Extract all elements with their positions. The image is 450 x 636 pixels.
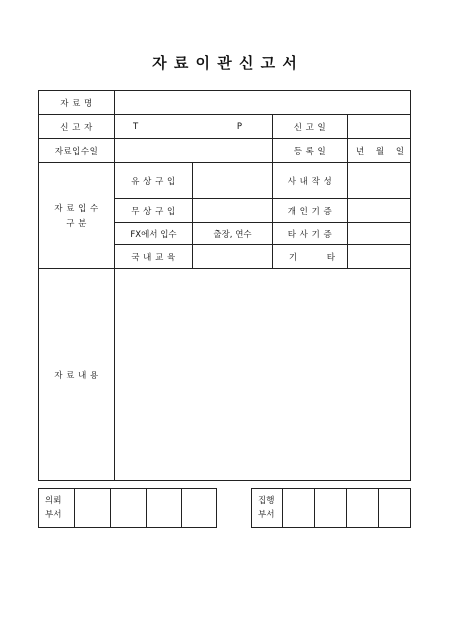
option-etc [273, 245, 348, 269]
material-name-field[interactable] [115, 91, 411, 115]
executing-dept-line1: 집행 [258, 496, 275, 506]
report-date-field[interactable] [348, 115, 411, 139]
option-etc-label-2: 타 [326, 252, 335, 263]
option-domestic-education-check[interactable] [193, 245, 273, 269]
executing-sign-box[interactable] [283, 489, 315, 528]
requesting-sign-box[interactable] [182, 489, 217, 528]
requesting-dept-line1: 의뢰 [45, 496, 62, 506]
acquisition-category-line1: 자 료 입 수 [54, 204, 99, 214]
option-free-purchase: 무 상 구 입 [115, 199, 193, 223]
option-etc-label-1: 기 [289, 252, 298, 263]
option-internal-creation: 사 내 작 성 [273, 163, 348, 199]
registration-date-field[interactable] [348, 139, 411, 163]
option-business-trip[interactable]: 출장, 연수 [193, 223, 273, 245]
requesting-dept-approval-table [38, 488, 217, 528]
option-paid-purchase-check[interactable] [193, 163, 273, 199]
option-free-purchase-check[interactable] [193, 199, 273, 223]
option-other-company-donation-check[interactable] [348, 223, 411, 245]
requesting-dept-line2: 부서 [45, 510, 62, 520]
requesting-sign-box[interactable] [75, 489, 111, 528]
report-date-label: 신 고 일 [273, 115, 348, 139]
acquisition-category-line2: 구 분 [66, 219, 87, 229]
date-day-label: 일 [395, 146, 405, 157]
main-form-table [38, 90, 411, 481]
option-fx-acquisition: FX에서 입수 [115, 223, 193, 245]
requesting-sign-box[interactable] [111, 489, 147, 528]
executing-sign-box[interactable] [315, 489, 347, 528]
option-other-company-donation: 타 사 기 증 [273, 223, 348, 245]
option-domestic-education: 국 내 교 육 [115, 245, 193, 269]
date-year-label: 년 [356, 146, 365, 157]
acquisition-date-label: 자료입수일 [39, 139, 115, 163]
executing-dept-label [252, 489, 283, 528]
material-name-label: 자 료 명 [39, 91, 115, 115]
acquisition-date-field[interactable] [115, 139, 273, 163]
option-paid-purchase: 유 상 구 입 [115, 163, 193, 199]
registration-date-label: 등 록 일 [273, 139, 348, 163]
acquisition-category-label [39, 163, 115, 269]
content-label: 자 료 내 용 [39, 269, 115, 481]
executing-dept-approval-table [251, 488, 411, 528]
executing-sign-box[interactable] [347, 489, 379, 528]
form-title: 자 료 이 관 신 고 서 [152, 54, 298, 72]
reporter-field[interactable] [115, 115, 273, 139]
date-month-label: 월 [375, 146, 385, 157]
option-personal-donation: 개 인 기 증 [273, 199, 348, 223]
executing-dept-line2: 부서 [258, 510, 275, 520]
reporter-p-label: P [236, 121, 242, 132]
option-internal-creation-check[interactable] [348, 163, 411, 199]
content-field[interactable] [115, 269, 411, 481]
requesting-dept-label [39, 489, 75, 528]
executing-sign-box[interactable] [379, 489, 411, 528]
requesting-sign-box[interactable] [147, 489, 182, 528]
reporter-label: 신 고 자 [39, 115, 115, 139]
option-personal-donation-check[interactable] [348, 199, 411, 223]
option-etc-check[interactable] [348, 245, 411, 269]
reporter-t-label: T [133, 121, 139, 132]
